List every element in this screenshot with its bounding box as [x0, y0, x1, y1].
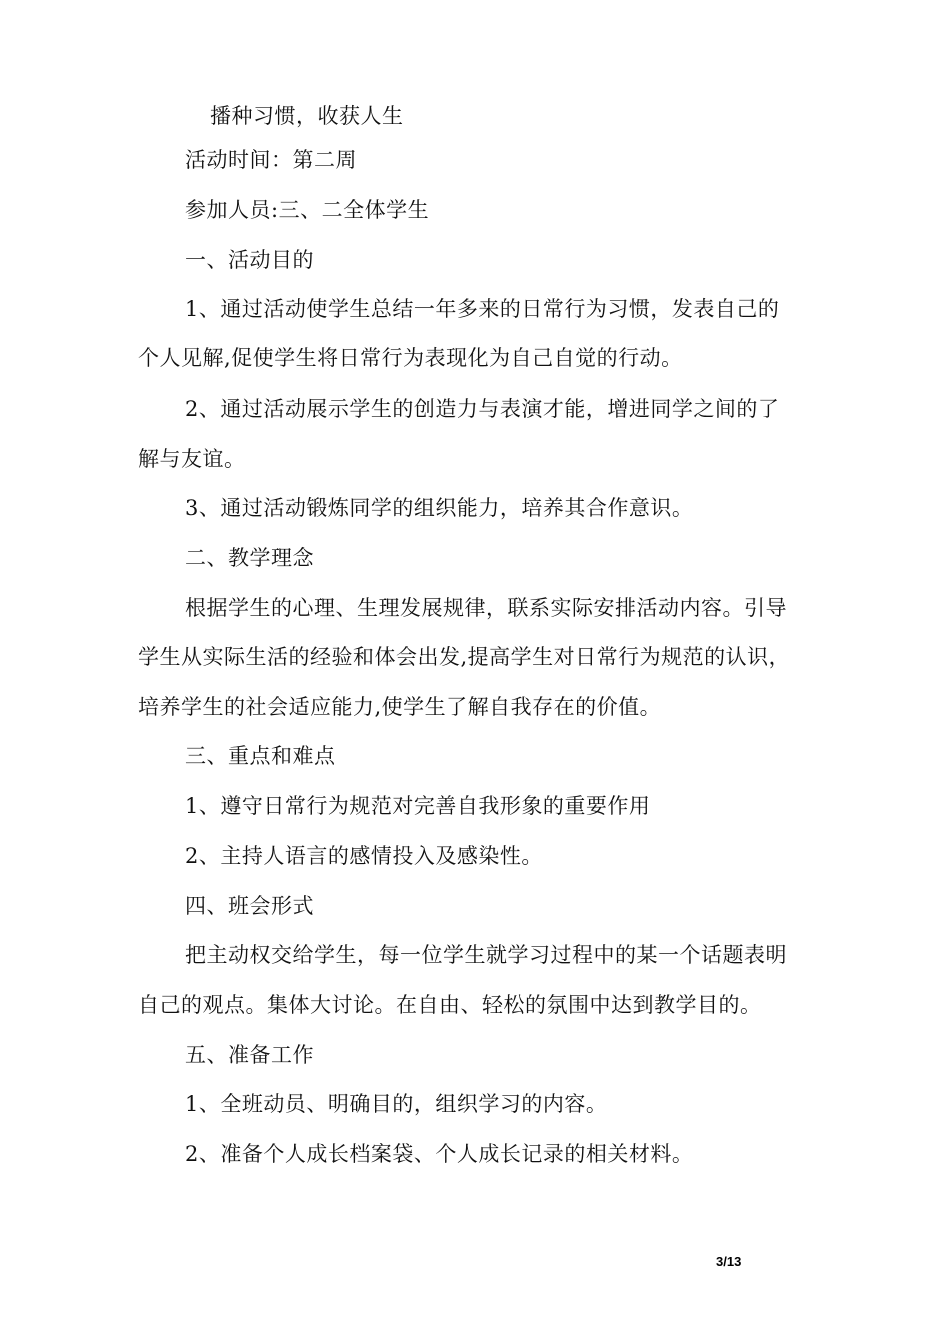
- paragraph-line: 解与友谊。: [138, 447, 246, 471]
- section-heading-objectives: 一、活动目的: [185, 248, 314, 272]
- paragraph-line: 2、通过活动展示学生的创造力与表演才能，增进同学之间的了: [185, 397, 780, 421]
- participants-line: 参加人员:三、二全体学生: [185, 198, 430, 222]
- section-heading-key-points: 三、重点和难点: [185, 744, 336, 768]
- paragraph-line: 2、主持人语言的感情投入及感染性。: [185, 844, 543, 868]
- paragraph-line: 把主动权交给学生，每一位学生就学习过程中的某一个话题表明: [185, 943, 787, 967]
- section-heading-format: 四、班会形式: [185, 894, 314, 918]
- paragraph-line: 3、通过活动锻炼同学的组织能力，培养其合作意识。: [185, 496, 694, 520]
- page-number: 3/13: [716, 1254, 742, 1269]
- activity-time-line: 活动时间：第二周: [185, 148, 357, 172]
- paragraph-line: 1、通过活动使学生总结一年多来的日常行为习惯，发表自己的: [185, 297, 780, 321]
- paragraph-line: 学生从实际生活的经验和体会出发,提高学生对日常行为规范的认识，: [138, 645, 791, 669]
- section-heading-philosophy: 二、教学理念: [185, 546, 314, 570]
- section-heading-preparation: 五、准备工作: [185, 1043, 314, 1067]
- paragraph-line: 自己的观点。集体大讨论。在自由、轻松的氛围中达到教学目的。: [138, 993, 762, 1017]
- paragraph-line: 个人见解,促使学生将日常行为表现化为自己自觉的行动。: [138, 346, 683, 370]
- document-title: 播种习惯，收获人生: [210, 104, 404, 128]
- paragraph-line: 1、全班动员、明确目的，组织学习的内容。: [185, 1092, 608, 1116]
- paragraph-line: 1、遵守日常行为规范对完善自我形象的重要作用: [185, 794, 651, 818]
- paragraph-line: 根据学生的心理、生理发展规律，联系实际安排活动内容。引导: [185, 596, 787, 620]
- paragraph-line: 培养学生的社会适应能力,使学生了解自我存在的价值。: [138, 695, 662, 719]
- paragraph-line: 2、准备个人成长档案袋、个人成长记录的相关材料。: [185, 1142, 694, 1166]
